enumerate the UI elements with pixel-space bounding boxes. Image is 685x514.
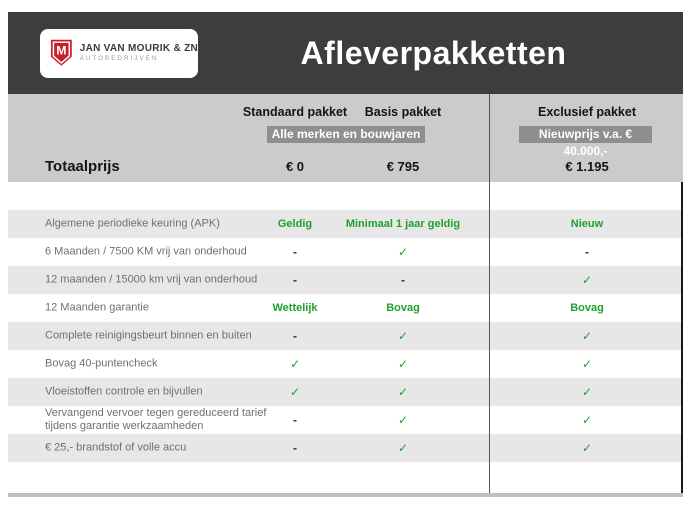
- column-divider-line: [489, 94, 490, 493]
- table-row: [8, 294, 683, 322]
- cell-value: Wettelijk: [272, 302, 318, 314]
- company-logo: [40, 29, 198, 78]
- cell-value: Geldig: [277, 218, 313, 230]
- feature-label: Vervangend vervoer tegen gereduceerd tarief tijdens garantie werkzaamheden: [45, 406, 267, 432]
- column-header-exclusief: Exclusief pakket: [538, 105, 636, 119]
- table-right-border: [681, 182, 683, 493]
- cell-value: Bovag: [570, 302, 604, 314]
- banner-all-brands: Alle merken en bouwjaren: [267, 126, 425, 143]
- table-row: [8, 434, 683, 462]
- feature-label: 12 Maanden garantie: [45, 301, 149, 314]
- cell-value: ✓: [397, 385, 409, 399]
- cell-value: ✓: [581, 441, 593, 455]
- cell-value: -: [293, 413, 297, 427]
- cell-value: ✓: [581, 357, 593, 371]
- column-header-standaard: Standaard pakket: [242, 105, 348, 119]
- cell-value: Nieuw: [570, 218, 604, 230]
- table-row: [8, 378, 683, 406]
- cell-value: ✓: [581, 329, 593, 343]
- cell-value: -: [293, 329, 297, 343]
- cell-value: -: [585, 245, 589, 259]
- package-header-band: [8, 94, 683, 182]
- company-subtitle: AUTOBEDRIJVEN: [79, 55, 159, 62]
- table-row: [8, 266, 683, 294]
- cell-value: -: [293, 441, 297, 455]
- table-row: [8, 210, 683, 238]
- table-row: [8, 350, 683, 378]
- shield-m-icon: [50, 38, 73, 68]
- company-name: JAN VAN MOURIK & ZN: [79, 43, 198, 55]
- table-row: [8, 322, 683, 350]
- table-row: [8, 406, 683, 434]
- feature-label: Complete reinigingsbeurt binnen en buiten: [45, 329, 252, 342]
- feature-label: Vloeistoffen controle en bijvullen: [45, 385, 203, 398]
- feature-label: 12 maanden / 15000 km vrij van onderhoud: [45, 273, 258, 286]
- cell-value: ✓: [397, 329, 409, 343]
- cell-value: Minimaal 1 jaar geldig: [345, 218, 461, 230]
- cell-value: ✓: [397, 413, 409, 427]
- totals-label: Totaalprijs: [45, 158, 120, 175]
- cell-value: ✓: [581, 385, 593, 399]
- cell-value: ✓: [289, 357, 301, 371]
- total-price-exclusief: € 1.195: [565, 159, 609, 174]
- feature-label: 6 Maanden / 7500 KM vrij van onderhoud: [45, 245, 247, 258]
- banner-new-price: Nieuwprijs v.a. € 40.000,-: [519, 126, 652, 143]
- feature-table: [8, 210, 683, 462]
- total-price-standaard: € 0: [285, 159, 305, 174]
- logo-monogram: M: [56, 43, 67, 58]
- total-price-basis: € 795: [386, 159, 420, 174]
- cell-value: -: [293, 273, 297, 287]
- table-row: [8, 238, 683, 266]
- feature-label: Bovag 40-puntencheck: [45, 357, 158, 370]
- table-bottom-rule: [8, 493, 683, 497]
- cell-value: -: [401, 273, 405, 287]
- page-title: Afleverpakketten: [300, 34, 567, 71]
- feature-label: € 25,- brandstof of volle accu: [45, 441, 187, 454]
- cell-value: Bovag: [386, 302, 420, 314]
- column-header-basis: Basis pakket: [364, 105, 442, 119]
- feature-label: Algemene periodieke keuring (APK): [45, 217, 220, 230]
- cell-value: ✓: [581, 273, 593, 287]
- page-header: [8, 12, 683, 94]
- cell-value: ✓: [581, 413, 593, 427]
- cell-value: -: [293, 245, 297, 259]
- logo-text: [80, 43, 198, 62]
- cell-value: ✓: [289, 385, 301, 399]
- cell-value: ✓: [397, 441, 409, 455]
- cell-value: ✓: [397, 357, 409, 371]
- cell-value: ✓: [397, 245, 409, 259]
